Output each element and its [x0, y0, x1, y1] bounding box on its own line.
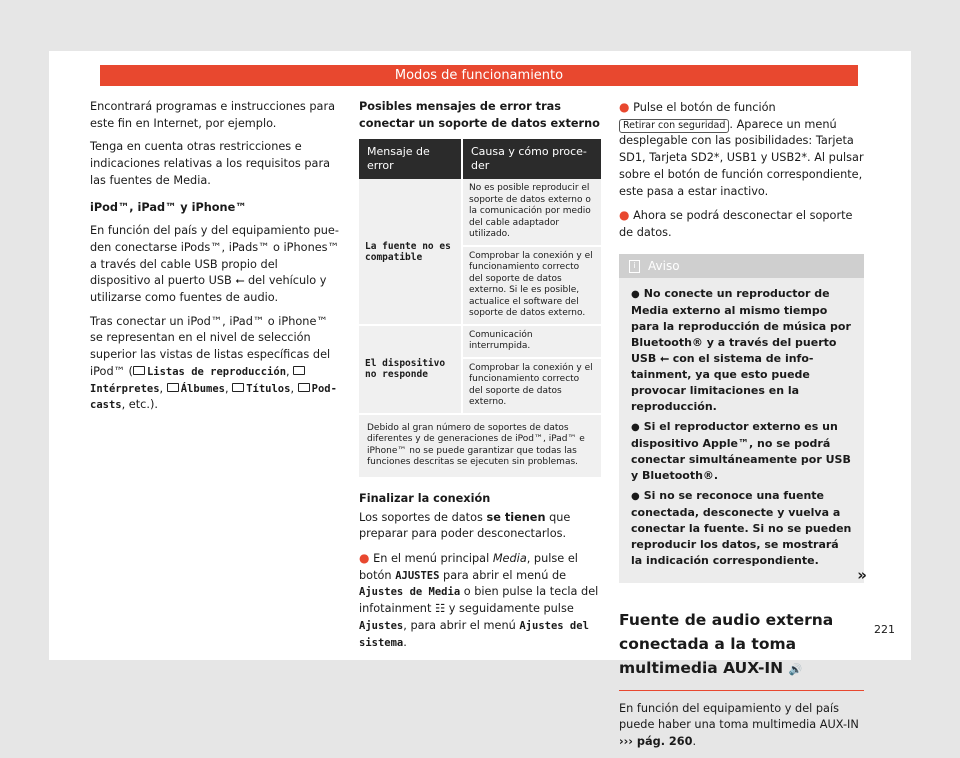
text: Ahora se podrá desconectar el soporte de datos. [619, 209, 853, 239]
error-code: La fuente no es compatible [359, 179, 462, 325]
column-2 [359, 99, 601, 658]
folder-icon [293, 366, 305, 375]
button-name: AJUSTES [395, 569, 440, 582]
table-header: Causa y cómo proceder [462, 139, 601, 179]
section-heading: Finalizar la conexión [359, 491, 491, 505]
error-code: El dispositivo no responde [359, 325, 462, 414]
menu-name: Ajustes del sistema [359, 619, 589, 649]
folder-icon [133, 366, 145, 375]
list-name: Álbumes [180, 382, 225, 395]
text: En el menú principal [373, 552, 490, 566]
page-number: 221 [874, 623, 895, 636]
section-heading: Posibles mensajes de error tras conectar un soporte de datos externo [359, 100, 600, 130]
folder-icon [298, 383, 310, 392]
text: Fuente de audio externa conectada a la toma multimedia AUX-IN [619, 610, 834, 677]
continue-icon: » [857, 566, 867, 584]
folder-icon [167, 383, 179, 392]
step-item [359, 550, 601, 651]
notice-item: ● No conecte un reproductor de Media externo al mismo tiempo para la reproducción de música por Bluetooth® y a través del puerto USB ⭠ con el sistema de infotainment, ya que esto puede provocar limitaciones en la reproducción. [631, 286, 851, 413]
text: del vehículo y utilizarse como fuentes de audio. [90, 274, 327, 305]
paragraph [359, 510, 601, 543]
button-name: Ajustes [359, 619, 404, 632]
notice-list [619, 286, 864, 569]
notice-item: ● Si el reproductor externo es un dispositivo Apple™, no se podrá conectar simultáneamente por USB y Bluetooth®. [631, 419, 851, 482]
section-heading: iPod™, iPad™ y iPhone™ [90, 200, 247, 214]
notice-title: Aviso [648, 258, 680, 273]
paragraph: Tras conectar un iPod™, iPad™ o iPhone™ se representan en el nivel de selección superior las vistas de listas específicas del iPod™ ( Listas de reproducción, Intérpretes, Álbumes, Títulos, Podcasts, etc.). [90, 314, 337, 412]
folder-icon [232, 383, 244, 392]
text: , pulse el botón [359, 552, 578, 582]
paragraph: Encontrará programas e instrucciones para este fin en Internet, por ejemplo. [90, 100, 336, 130]
text: , para abrir el menú [403, 618, 516, 632]
info-icon: i [629, 260, 640, 273]
menu-name: Ajustes de Media [359, 586, 461, 599]
bullet-icon: ● [619, 208, 630, 223]
text: No conecte un reproductor de Media externo al mismo tiempo para la reproducción de música por Bluetooth® y a través del puerto USB ⭠ con el sistema de infotainment, ya que esto puede provocar limitaciones en la reproducción. [631, 286, 851, 413]
paragraph [90, 223, 340, 307]
list-name: Listas de reproducción [146, 365, 287, 378]
table-header: Mensaje de error [359, 139, 462, 179]
list-name: Títulos [246, 382, 291, 395]
text: Tras conectar un iPod™, iPad™ o iPhone™ se representan en el nivel de selección superior las vistas de listas específicas del iPod™ [90, 314, 331, 378]
notice-item: ● Si no se reconoce una fuente conectada, desconecte y vuelva a conectar la fuente. Si no se pueden reproducir los datos, se mostrará la indicación correspondiente. [631, 488, 852, 567]
text: . [692, 735, 697, 749]
aux-icon: 🔊 [788, 662, 803, 676]
bullet-icon: ● [359, 551, 370, 566]
step-item [619, 207, 864, 241]
error-table [359, 139, 601, 477]
section-title [619, 608, 864, 691]
text: Si el reproductor externo es un dispositivo Apple™, no se podrá conectar simultáneamente por USB y Bluetooth®. [631, 419, 851, 482]
text: o bien pulse la tecla del infotainment [359, 585, 599, 616]
manual-page [49, 51, 911, 749]
bullet-icon: ● [619, 100, 630, 114]
text: , etc.). [121, 398, 158, 412]
infotainment-key-icon: ☷ [434, 602, 446, 616]
list-name: Intérpretes [90, 382, 160, 395]
error-action: Comprobar la conexión y el funcionamiento correcto del soporte de datos externo. [462, 358, 601, 414]
text: para abrir el menú de [443, 568, 567, 582]
column-1 [90, 99, 340, 421]
paragraph [619, 701, 864, 751]
page-reference-link[interactable]: ››› pág. 260 [619, 735, 693, 749]
text: En función del equipamiento y del país puede haber una toma multimedia AUX-IN [619, 701, 859, 732]
step-item [619, 99, 864, 200]
notice-header [619, 254, 864, 278]
text: Los soportes de datos [359, 510, 483, 524]
function-button-label: Retirar con seguridad [619, 119, 729, 133]
page-title: Modos de funcionamiento [100, 65, 858, 86]
error-cause: Comunicación interrumpida. [462, 325, 601, 358]
text: Pulse el botón de función [633, 101, 776, 114]
text: Si no se reconoce una fuente conectada, desconecte y vuelva a conectar la fuente. Si no se pueden reproducir los datos, se mostrará la indicación correspondiente. [631, 488, 852, 567]
text: se tienen [486, 510, 546, 524]
error-action: Comprobar la conexión y el funcionamiento correcto del soporte de datos externo. Si le es posible, actualice el software del soporte de datos externo. [462, 246, 601, 325]
usb-icon: ⭠ [235, 274, 245, 288]
column-3 [619, 99, 864, 758]
list-name: Podcasts [90, 382, 337, 412]
notice-box [619, 254, 864, 583]
text: . Aparece un menú desplegable con las posibilidades: Tarjeta SD1, Tarjeta SD2*, USB1 y USB2*. Al pulsar sobre el botón de función correspondiente, este pasa a estar inactivo. [619, 117, 864, 198]
text: . [403, 635, 407, 649]
text: y seguidamente pulse [448, 602, 574, 616]
text: que preparar para poder desconectarlos. [359, 510, 571, 541]
error-cause: No es posible reproducir el soporte de datos externo o la comunicación por medio del cable adaptador utilizado. [462, 179, 601, 246]
paragraph: Tenga en cuenta otras restricciones e indicaciones relativas a los requisitos para las fuentes de Media. [90, 140, 331, 187]
text: En función del país y del equipamiento pueden conectarse iPods™, iPads™ o iPhones™ a través del cable USB propio del dispositivo al puerto USB [90, 224, 339, 288]
text: Media [492, 552, 527, 566]
table-footnote: Debido al gran número de soportes de datos diferentes y de generaciones de iPod™, iPad™ e iPhone™ no se puede garantizar que todas las funciones descritas se ejecuten sin problemas. [359, 414, 601, 477]
